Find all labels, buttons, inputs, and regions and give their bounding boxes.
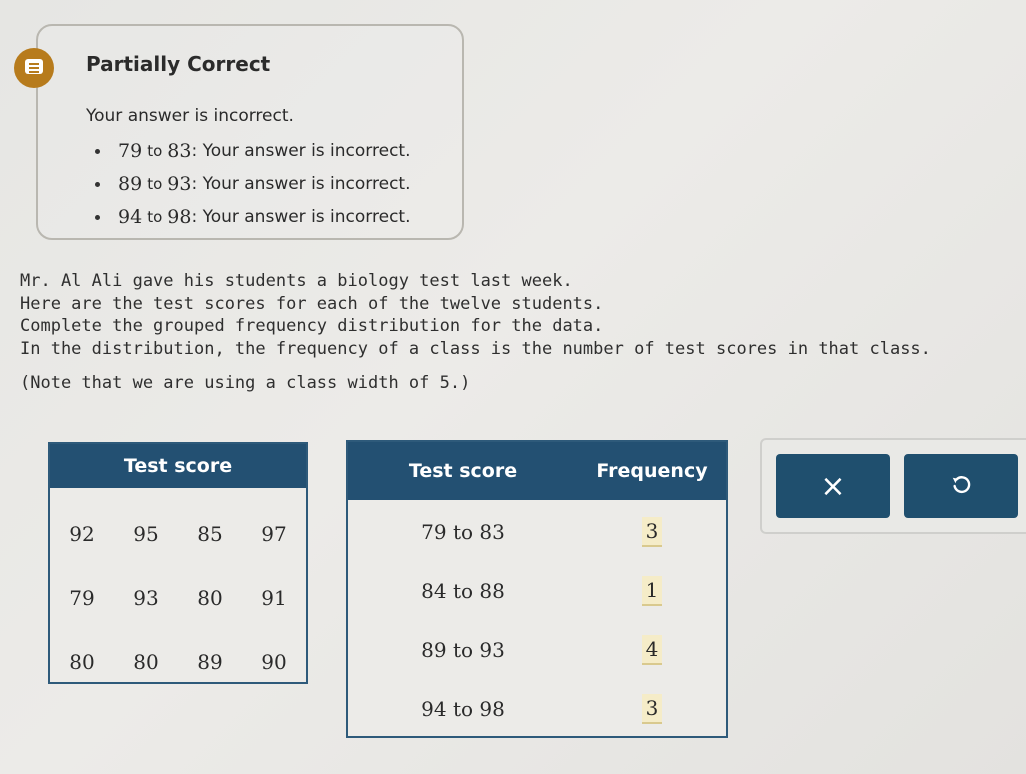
- undo-button[interactable]: [904, 454, 1018, 518]
- frequency-input[interactable]: 3: [642, 517, 663, 547]
- table-row: [348, 561, 726, 620]
- score-cell: 97: [261, 522, 287, 546]
- feedback-item: 79 to 83 : Your answer is incorrect.: [118, 134, 410, 167]
- scores-grid: [50, 502, 306, 694]
- score-cell: 80: [133, 650, 159, 674]
- score-cell: 90: [261, 650, 287, 674]
- table-row: [50, 502, 306, 566]
- score-cell: 79: [69, 586, 95, 610]
- table-row: [348, 679, 726, 738]
- clear-button[interactable]: [776, 454, 890, 518]
- frequency-input[interactable]: 4: [642, 635, 663, 665]
- score-cell: 95: [133, 522, 159, 546]
- feedback-title: Partially Correct: [86, 52, 271, 76]
- frequency-body: [348, 500, 726, 738]
- answer-actions: [760, 438, 1026, 534]
- clear-icon: ×: [820, 468, 846, 504]
- scores-header: Test score: [50, 444, 306, 488]
- feedback-item: 94 to 98 : Your answer is incorrect.: [118, 200, 410, 233]
- frequency-header: [348, 442, 726, 500]
- score-cell: 93: [133, 586, 159, 610]
- test-scores-table: [48, 442, 308, 684]
- class-label: 89 to 93: [421, 637, 505, 662]
- question-prompt: [20, 270, 931, 395]
- frequency-column-header: Frequency: [596, 460, 708, 482]
- prompt-note: (Note that we are using a class width of 5.): [20, 373, 471, 393]
- score-cell: 89: [197, 650, 223, 674]
- table-row: [50, 566, 306, 630]
- feedback-item: 89 to 93 : Your answer is incorrect.: [118, 167, 410, 200]
- prompt-line: Mr. Al Ali gave his students a biology test last week.: [20, 271, 573, 291]
- undo-icon: [950, 475, 972, 497]
- prompt-line: Complete the grouped frequency distribution for the data.: [20, 316, 604, 336]
- score-cell: 80: [69, 650, 95, 674]
- score-cell: 80: [197, 586, 223, 610]
- feedback-panel: [36, 24, 464, 240]
- prompt-line: Here are the test scores for each of the twelve students.: [20, 293, 604, 314]
- score-cell: 85: [197, 522, 223, 546]
- prompt-line: In the distribution, the frequency of a class is the number of test scores in that class.: [20, 338, 931, 359]
- score-cell: 91: [261, 586, 287, 610]
- table-row: [348, 502, 726, 561]
- feedback-subtitle: Your answer is incorrect.: [86, 106, 294, 126]
- class-label: 79 to 83: [421, 519, 505, 544]
- class-label: 94 to 98: [421, 696, 505, 721]
- table-row: [348, 620, 726, 679]
- frequency-input[interactable]: 3: [642, 694, 663, 724]
- class-column-header: Test score: [408, 460, 518, 482]
- table-row: [50, 630, 306, 694]
- frequency-input[interactable]: 1: [642, 576, 663, 606]
- feedback-list: [118, 134, 410, 233]
- feedback-message-icon: [14, 48, 54, 88]
- frequency-table: [346, 440, 728, 738]
- chat-bubble-icon: [22, 56, 46, 80]
- score-cell: 92: [69, 522, 95, 546]
- class-label: 84 to 88: [421, 578, 505, 603]
